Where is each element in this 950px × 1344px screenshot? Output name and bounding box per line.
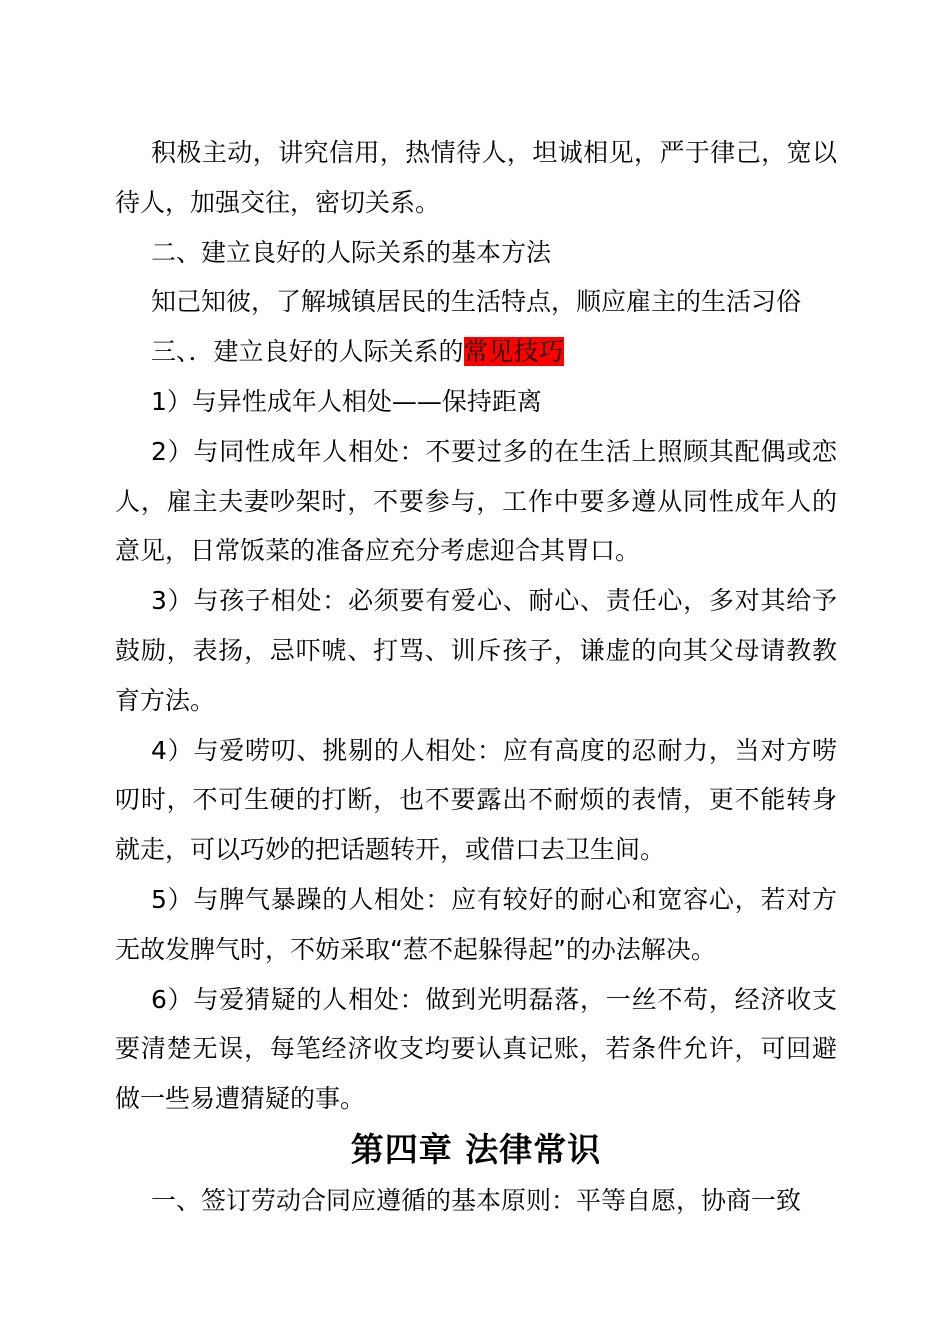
list-item-suspicious: 6）与爱猜疑的人相处：做到光明磊落，一丝不苟，经济收支要清楚无误，每笔经济收支均要认真记账，若条件允许，可回避做一些易遭猜疑的事。 <box>115 984 837 1114</box>
list-item-opposite-sex: 1）与异性成年人相处——保持距离 <box>151 386 542 416</box>
section-heading-basic-methods: 二、建立良好的人际关系的基本方法 <box>151 237 552 267</box>
list-item-hot-tempered: 5）与脾气暴躁的人相处：应有较好的耐心和宽容心，若对方无故发脾气时，不妨采取“惹不起躲得起”的办法解决。 <box>115 884 837 964</box>
list-item-nagging: 4）与爱唠叨、挑剔的人相处：应有高度的忍耐力，当对方唠叨时，不可生硬的打断，也不要露出不耐烦的表情，更不能转身就走，可以巧妙的把话题转开，或借口去卫生间。 <box>115 735 837 865</box>
section-heading-common-skills <box>115 327 837 377</box>
section-heading-prefix: 三、．建立良好的人际关系的 <box>151 337 464 367</box>
paragraph-principles: 积极主动，讲究信用，热情待人，坦诚相见，严于律己，宽以待人，加强交往，密切关系。 <box>115 138 837 217</box>
paragraph-labor-contract: 一、签订劳动合同应遵循的基本原则：平等自愿，协商一致 <box>151 1185 802 1215</box>
chapter-title: 第四章 法律常识 <box>350 1129 602 1169</box>
list-item-children: 3）与孩子相处：必须要有爱心、耐心、责任心，多对其给予鼓励，表扬，忌吓唬、打骂、训斥孩子，谦虚的向其父母请教教育方法。 <box>115 586 837 715</box>
highlighted-text: 常见技巧 <box>463 337 564 367</box>
list-item-same-sex: 2）与同性成年人相处：不要过多的在生活上照顾其配偶或恋人，雇主夫妻吵架时，不要参与，工作中要多遵从同性成年人的意见，日常饭菜的准备应充分考虑迎合其胃口。 <box>115 436 837 566</box>
paragraph-basic-methods: 知己知彼，了解城镇居民的生活特点，顺应雇主的生活习俗 <box>151 287 802 317</box>
document-body <box>115 128 837 1226</box>
